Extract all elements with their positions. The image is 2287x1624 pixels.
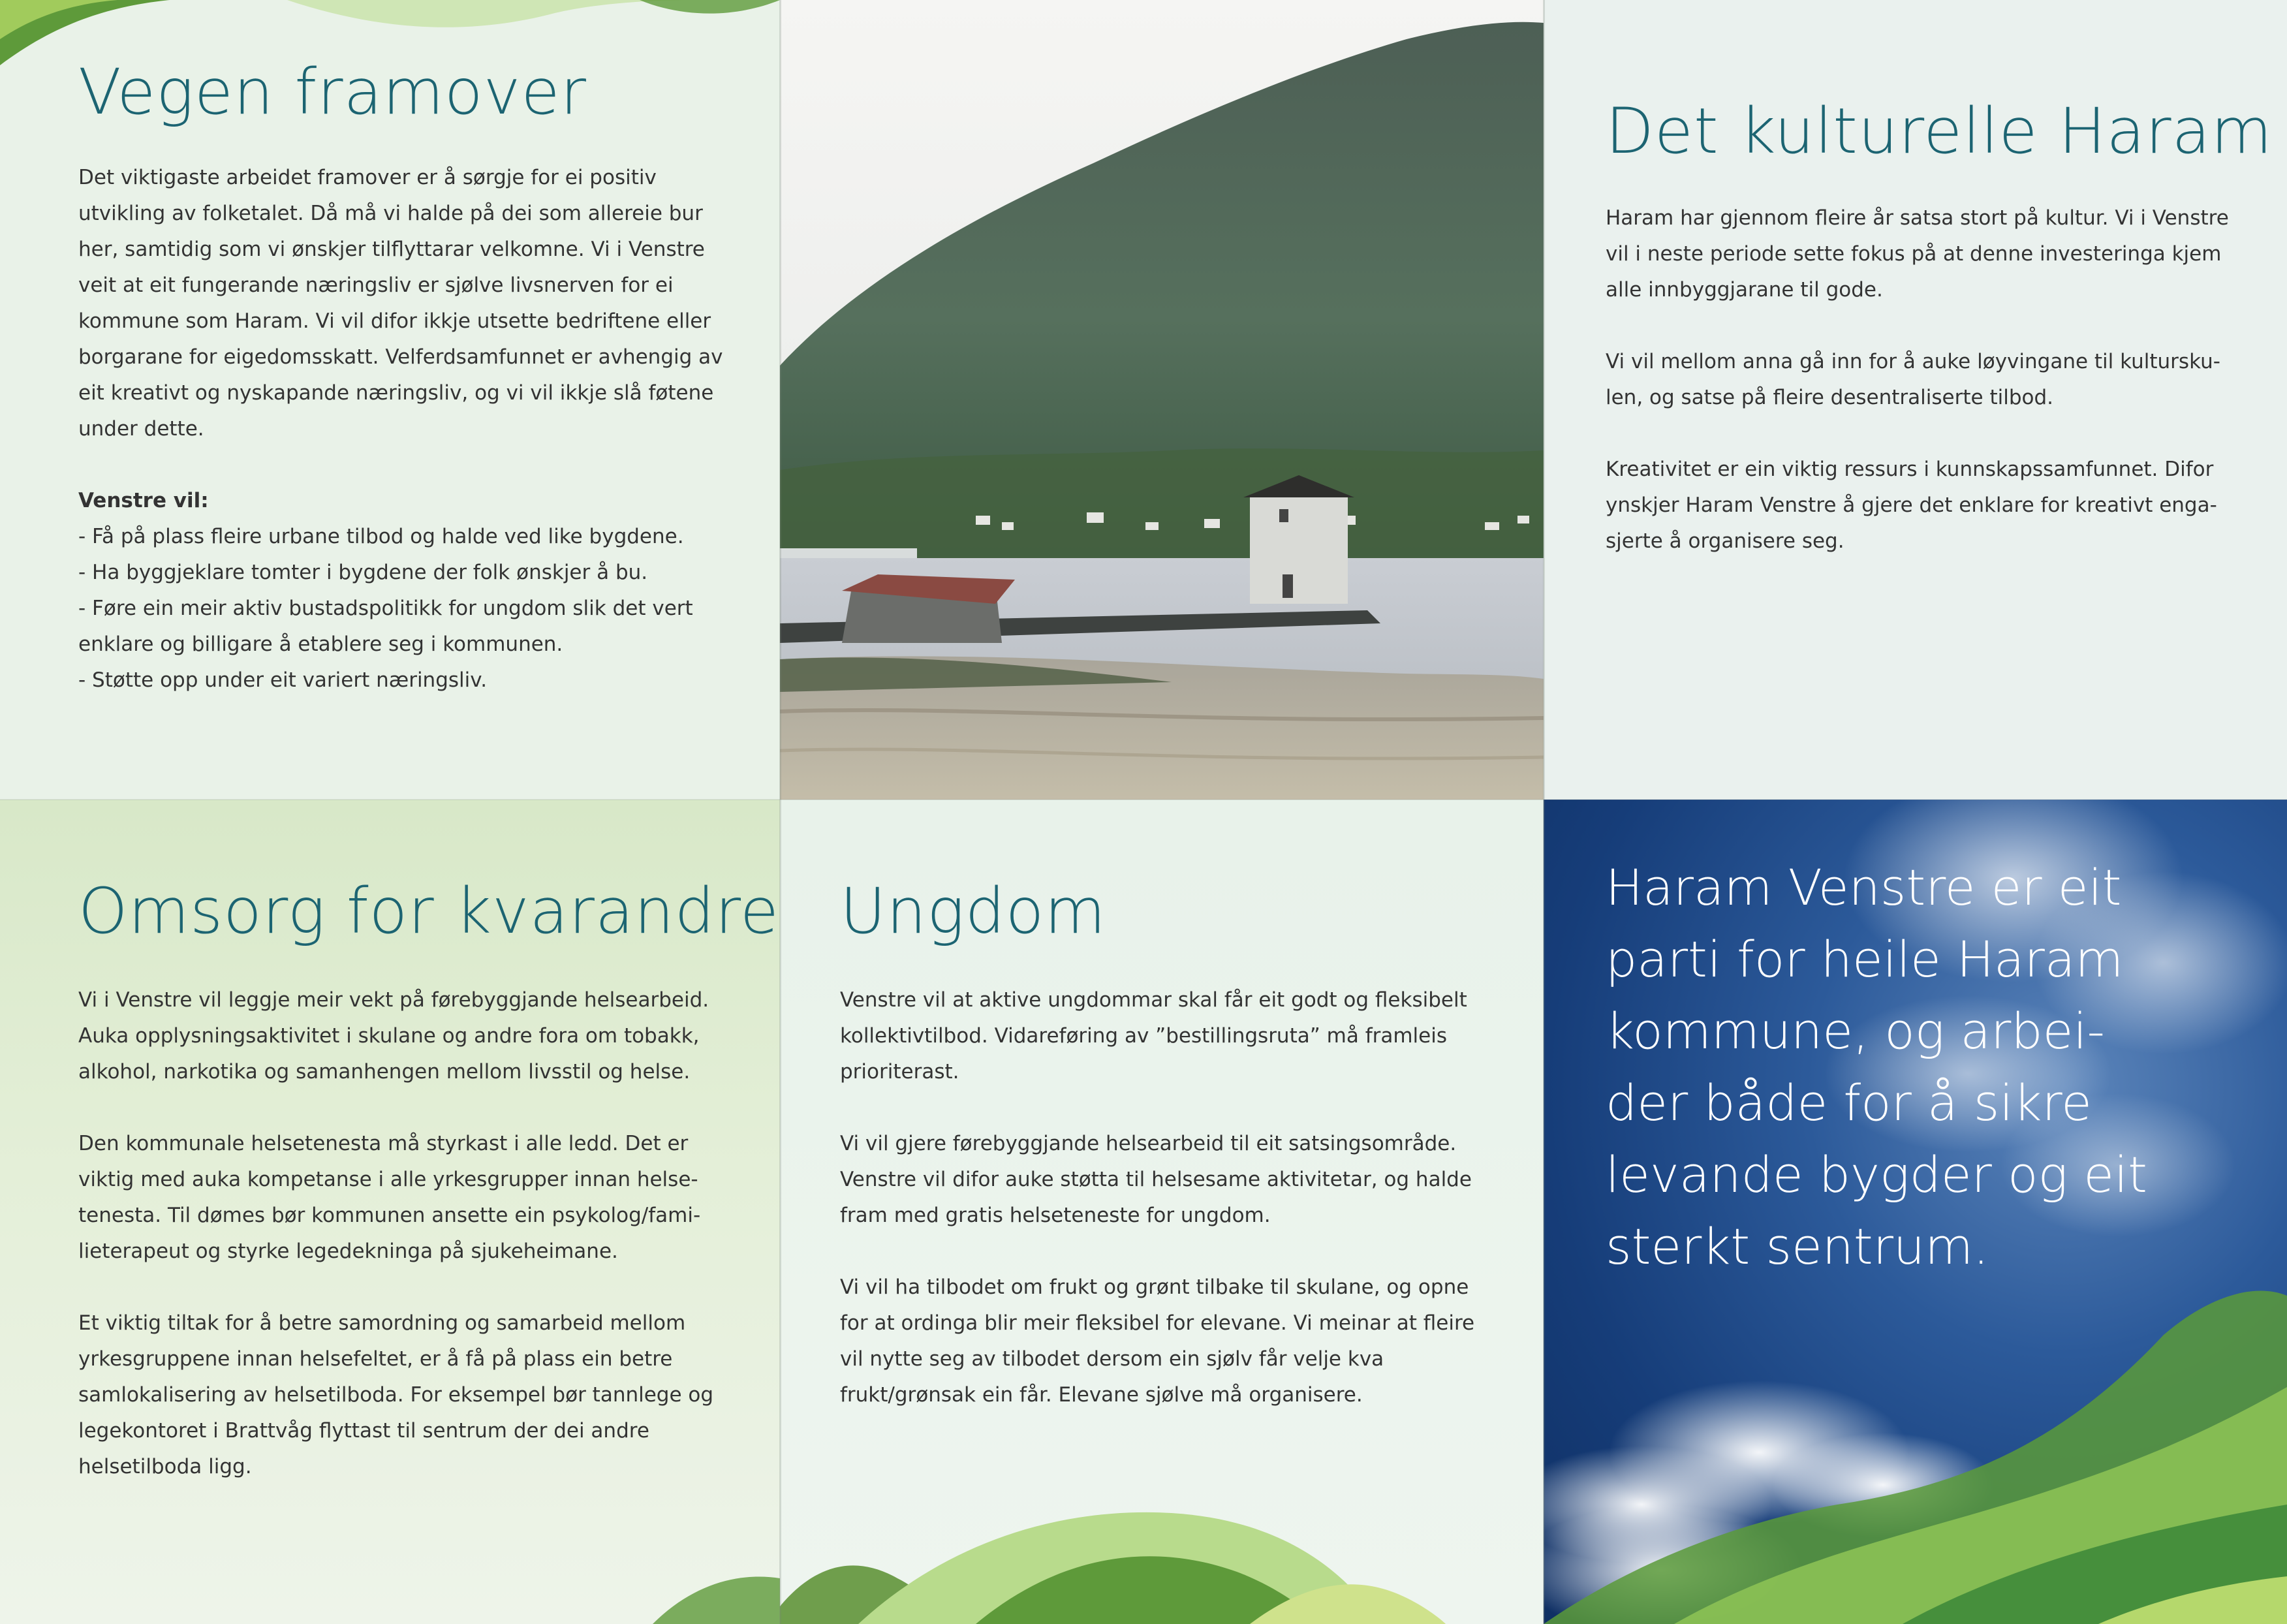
decorative-hills-bottom-left [0,1539,780,1624]
vegen-list-item: - Føre ein meir aktiv bustadspolitikk for ungdom slik det vert enklare og billigare å etablere seg i kommunen. [78,597,693,656]
ungdom-paragraph: Vi vil ha tilbodet om frukt og grønt tilbake til skulane, og opne for at ordinga blir meir fleksibel for elevane. Vi meinar at fleire vil nytte seg av tilbodet dersom ein sjølv får velje kva frukt/grønsak ein får. Elevane sjølve må organisere. [840,1275,1475,1407]
kultur-text [1606,200,2245,559]
panel-kulturelle-haram [1544,0,2287,800]
omsorg-text [78,982,731,1485]
slogan-line: der både for å sikre [1606,1074,2092,1132]
vegen-list-heading: Venstre vil: [78,489,209,512]
fold-line [0,799,2287,800]
slogan-line: kommune, og arbei- [1606,1002,2105,1060]
decorative-hills-bottom-center [780,1467,1544,1624]
panel-ungdom [780,800,1544,1624]
fold-line [1543,0,1545,1624]
kultur-paragraph: Vi vil mellom anna gå inn for å auke løyvingane til kultursku-len, og satse på fleire desentraliserte tilbod. [1606,350,2220,409]
slogan-line: parti for heile Haram [1606,930,2124,988]
slogan-text [1606,852,2258,1283]
kultur-paragraph: Kreativitet er ein viktig ressurs i kunnskapssamfunnet. Difor ynskjer Haram Venstre å gjere det enklare for kreativt enga-sjerte å organisere seg. [1606,458,2217,553]
vegen-text [78,160,731,698]
vegen-list-item: - Få på plass fleire urbane tilbod og halde ved like bygdene. [78,525,684,548]
omsorg-paragraph: Den kommunale helsetenesta må styrkast i alle ledd. Det er viktig med auka kompetanse i alle yrkesgrupper innan helse-tenesta. Til dømes bør kommunen ansette ein psykolog/fami-lieterapeut og styrke legedekninga på sjukeheimane. [78,1132,701,1263]
ungdom-paragraph: Vi vil gjere førebyggjande helsearbeid til eit satsingsområde. Venstre vil difor auke støtta til helsesame aktivitetar, og halde fram med gratis helseteneste for ungdom. [840,1132,1472,1227]
omsorg-paragraph: Et viktig tiltak for å betre samordning og samarbeid mellom yrkesgruppene innan helsefeltet, er å få på plass ein betre samlokalisering av helsetilboda. For eksempel bør tannlege og legekontoret i Brattvåg flyttast til sentrum der dei andre helsetilboda ligg. [78,1311,714,1478]
slogan-line: Haram Venstre er eit [1606,858,2122,916]
slogan-line: levande bygder og eit [1606,1146,2147,1204]
section-title-omsorg: Omsorg for kvarandre [78,875,779,948]
vegen-paragraph: Det viktigaste arbeidet framover er å sørgje for ei positiv utvikling av folketalet. Då må vi halde på dei som allereie bur her, samtidig som vi ønskjer tilflyttarar velkomne. Vi i Venstre veit at eit fungerande næringsliv er sjølve livsnerven for ei kommune som Haram. Vi vil difor ikkje utsette bedriftene eller borgarane for eigedomsskatt. Velferdsamfunnet er avhengig av eit kreativt og nyskapande næringsliv, og vi vil ikkje slå føtene under dette. [78,166,723,441]
vegen-list-item: - Ha byggjeklare tomter i bygdene der folk ønskjer å bu. [78,561,648,584]
ungdom-paragraph: Venstre vil at aktive ungdommar skal får eit godt og fleksibelt kollektivtilbod. Vidareføring av ”bestillingsruta” må framleis prioriterast. [840,988,1467,1084]
panel-photo [780,0,1544,800]
panel-slogan [1544,800,2287,1624]
fold-line [779,0,781,1624]
section-title-ungdom: Ungdom [840,875,1106,948]
slogan-line: sterkt sentrum. [1606,1217,1989,1275]
vegen-list-item: - Støtte opp under eit variert næringsliv. [78,668,488,692]
ungdom-text [840,982,1493,1413]
section-title-vegen: Vegen framover [78,55,587,129]
omsorg-paragraph: Vi i Venstre vil leggje meir vekt på førebyggjande helsearbeid. Auka opplysningsaktivitet i skulane og andre fora om tobakk, alkohol, narkotika og samanhengen mellom livsstil og helse. [78,988,709,1084]
panel-omsorg [0,800,780,1624]
kultur-paragraph: Haram har gjennom fleire år satsa stort på kultur. Vi i Venstre vil i neste periode sette fokus på at denne investeringa kjem alle innbyggjarane til gode. [1606,206,2229,302]
section-title-kultur: Det kulturelle Haram [1606,95,2273,168]
landscape-photo [780,0,1544,800]
panel-vegen-framover [0,0,780,800]
